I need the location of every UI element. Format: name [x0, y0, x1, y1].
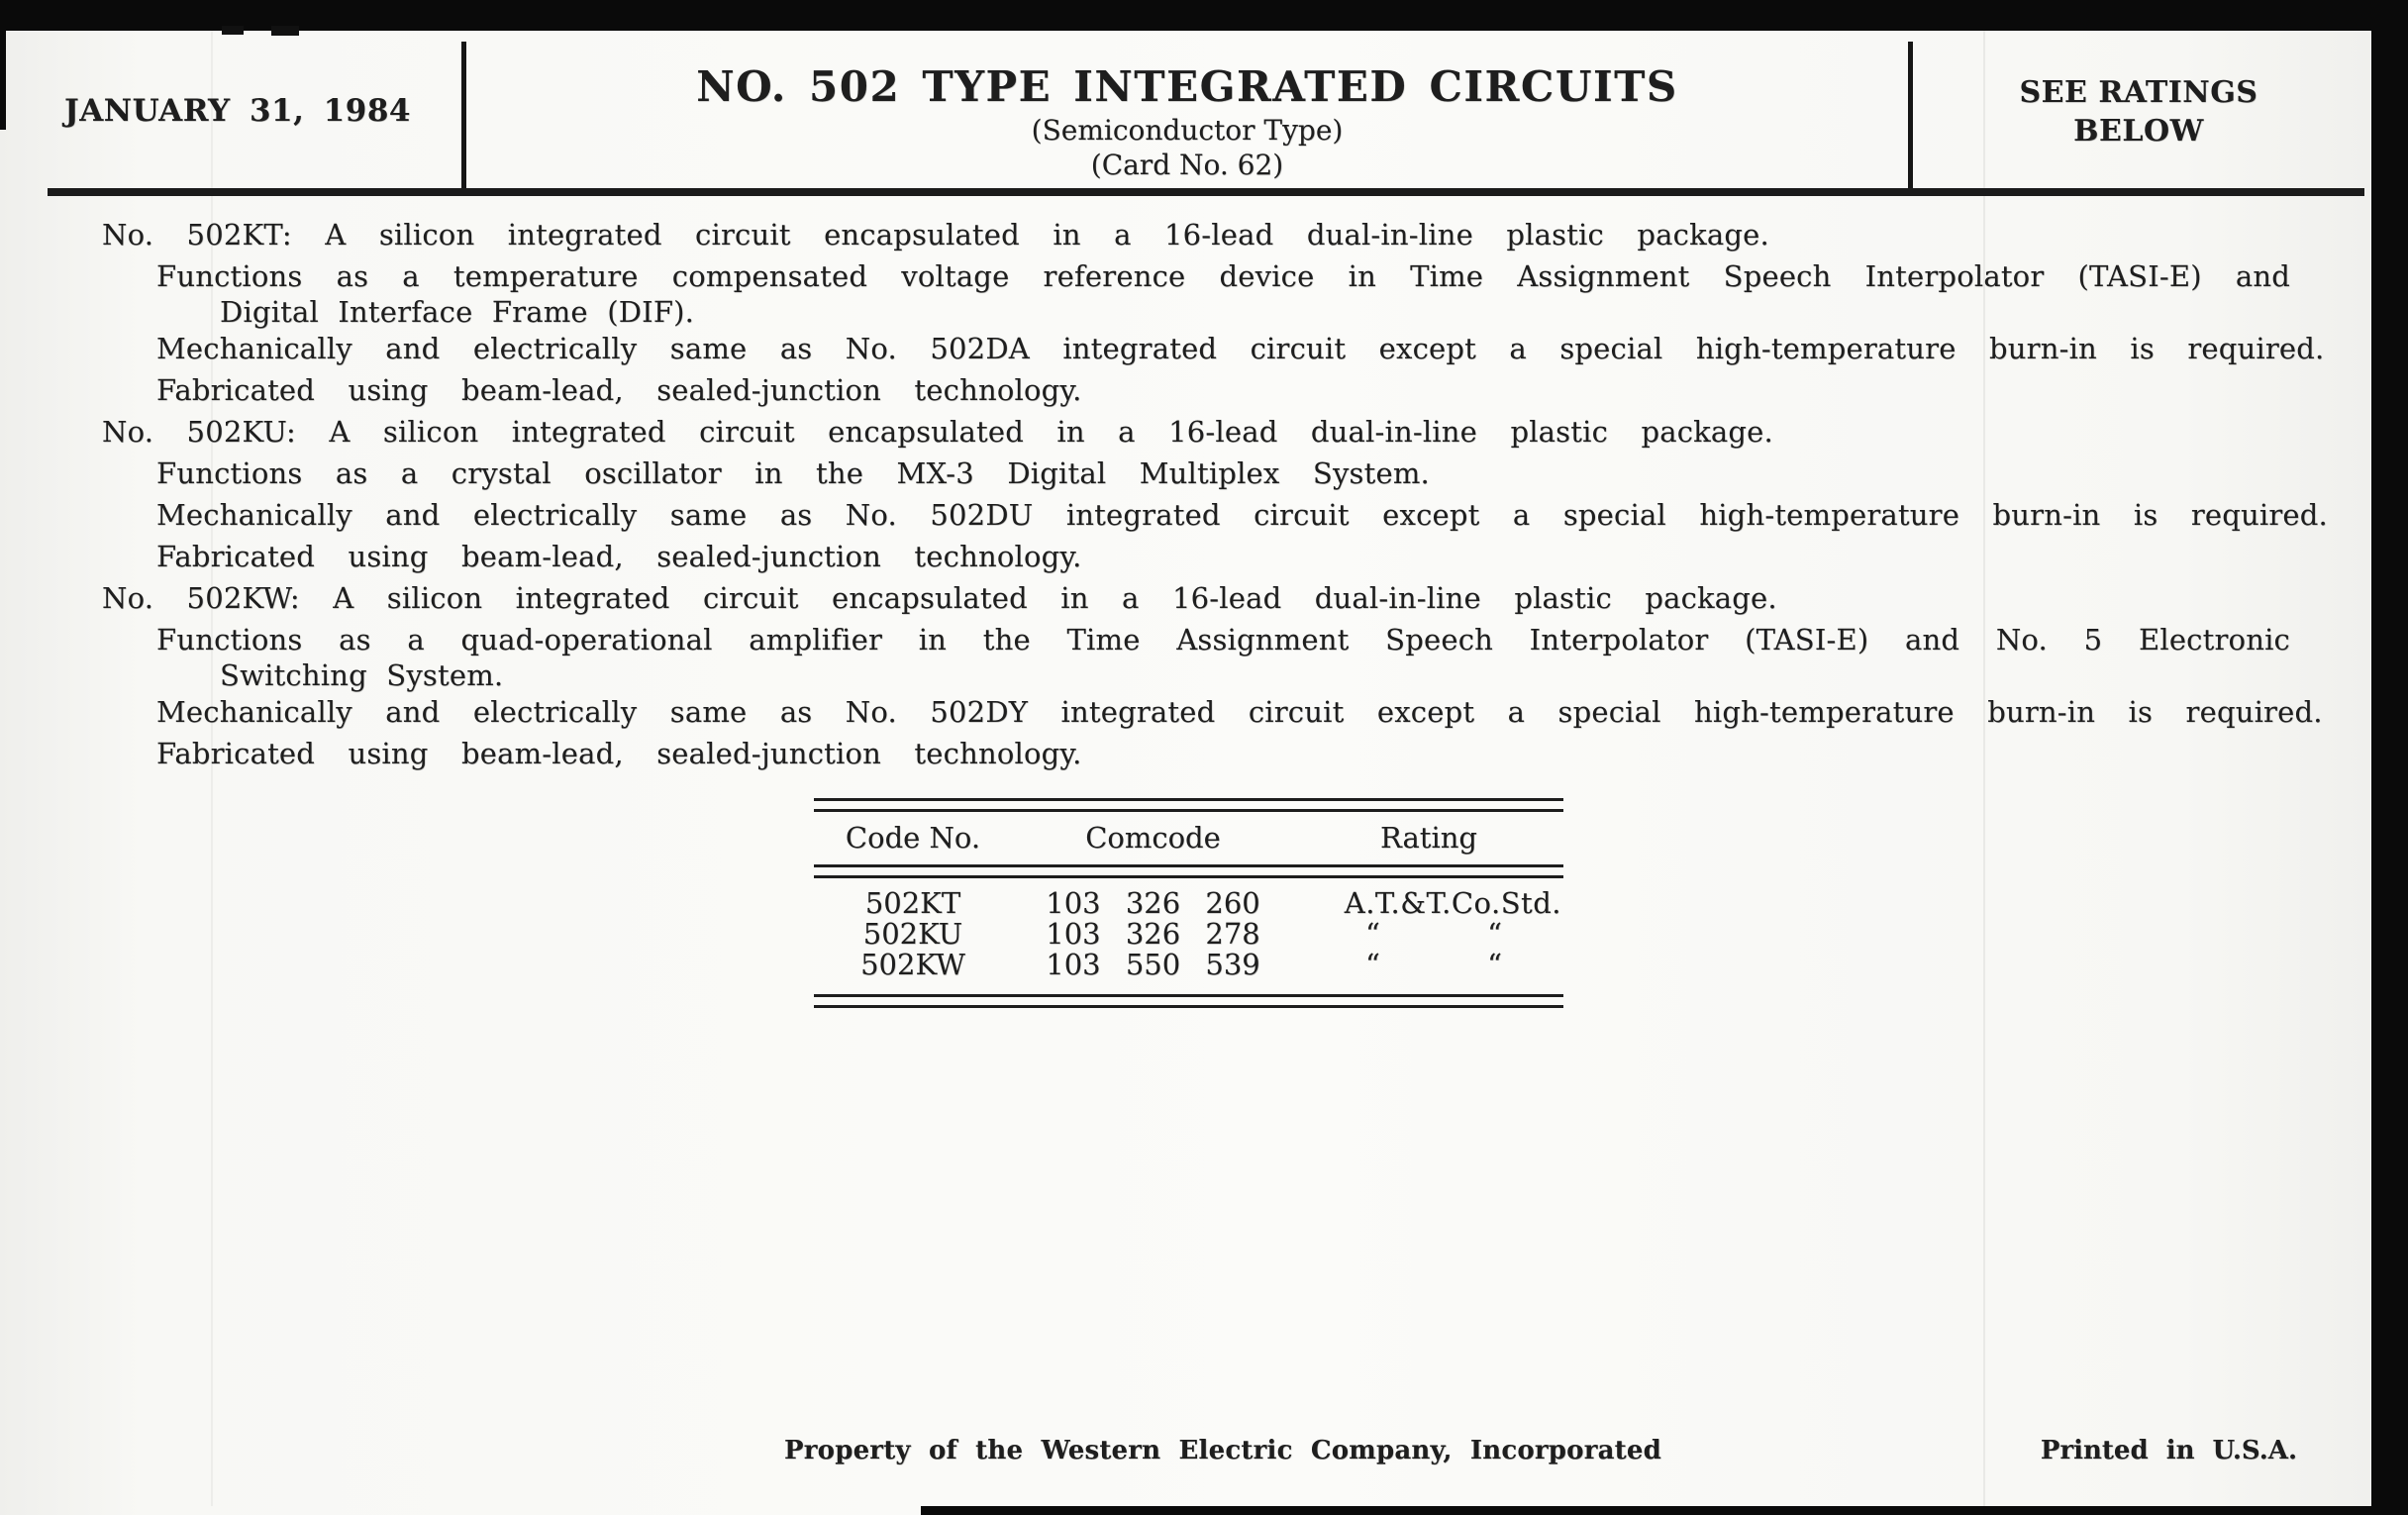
paragraph-502ku-fabricated: Fabricated using beam-lead, sealed-junction technology.: [156, 540, 1082, 573]
paragraph-502ku-intro: No. 502KU: A silicon integrated circuit encapsulated in a 16-lead dual-in-line plastic package.: [102, 415, 1773, 449]
page-subtitle: (Semiconductor Type): [1031, 114, 1344, 147]
header-title-block: [466, 61, 1908, 181]
cell-comcode: 103 326 260: [1046, 886, 1260, 920]
table-row: [814, 919, 1563, 950]
printed-in-usa-note: Printed in U.S.A.: [2040, 1436, 2297, 1465]
ratings-note-line2: BELOW: [2073, 114, 2204, 149]
issue-date: JANUARY 31, 1984: [64, 93, 411, 129]
paragraph-502kw-mechanical: Mechanically and electrically same as No. 502DY integrated circuit except a special high-temperature burn-in is required.: [156, 695, 2323, 729]
table-header-row: [814, 812, 1563, 864]
card-number: (Card No. 62): [1090, 149, 1284, 181]
column-header-code-no: Code No.: [845, 821, 981, 855]
ratings-note: [1913, 73, 2364, 151]
ratings-table: [814, 798, 1563, 1008]
scan-smudge: [271, 26, 299, 36]
cell-rating: A.T.&T.Co.Std.: [1344, 886, 1561, 920]
header-rule: [48, 188, 2364, 196]
cell-code: 502KT: [864, 886, 961, 920]
paragraph-502kw-fabricated: Fabricated using beam-lead, sealed-junction technology.: [156, 737, 1082, 770]
paragraph-502kt-functions-2: Digital Interface Frame (DIF).: [220, 295, 695, 329]
scanner-band-right: [2371, 0, 2408, 1515]
cell-rating-ditto: [1294, 919, 1563, 950]
ratings-note-line1: SEE RATINGS: [2019, 75, 2258, 110]
paragraph-502kw-functions: Functions as a quad-operational amplifier in the Time Assignment Speech Interpolator (TASI-E) and No. 5 Electronic: [156, 623, 2290, 656]
table-rule-top: [814, 798, 1563, 812]
body-text: [102, 214, 2328, 774]
cell-code: 502KW: [860, 948, 965, 981]
scanner-band-bottom: [921, 1506, 2408, 1515]
ditto-mark: “: [1365, 917, 1380, 951]
cell-rating-ditto: [1294, 950, 1563, 980]
cell-comcode: 103 550 539: [1046, 948, 1260, 981]
page-title: NO. 502 TYPE INTEGRATED CIRCUITS: [696, 62, 1678, 111]
ditto-mark: “: [1487, 917, 1502, 951]
table-row: [814, 950, 1563, 980]
cell-code: 502KU: [862, 917, 963, 951]
paragraph-502kt-mechanical: Mechanically and electrically same as No. 502DA integrated circuit except a special high-temperature burn-in is required.: [156, 332, 2325, 365]
paragraph-502kw-intro: No. 502KW: A silicon integrated circuit encapsulated in a 16-lead dual-in-line plastic package.: [102, 581, 1777, 615]
table-rule-bottom: [814, 994, 1563, 1008]
paragraph-502kt-functions: Functions as a temperature compensated voltage reference device in Time Assignment Speech Interpolator (TASI-E) and: [156, 259, 2290, 293]
table-row: [814, 888, 1563, 919]
ditto-mark: “: [1365, 948, 1380, 981]
paragraph-502ku-functions: Functions as a crystal oscillator in the MX-3 Digital Multiplex System.: [156, 456, 1430, 490]
paragraph-502ku-mechanical: Mechanically and electrically same as No. 502DU integrated circuit except a special high-temperature burn-in is required.: [156, 498, 2328, 532]
column-header-comcode: Comcode: [1085, 821, 1221, 855]
paragraph-502kt-fabricated: Fabricated using beam-lead, sealed-junction technology.: [156, 373, 1082, 407]
scan-smudge: [222, 26, 244, 35]
property-notice: Property of the Western Electric Company, Incorporated: [784, 1436, 1661, 1465]
column-header-rating: Rating: [1380, 821, 1477, 855]
table-rule-header: [814, 864, 1563, 878]
paragraph-502kw-functions-2: Switching System.: [220, 658, 504, 692]
paragraph-502kt-intro: No. 502KT: A silicon integrated circuit encapsulated in a 16-lead dual-in-line plastic package.: [102, 218, 1769, 252]
table-body: [814, 878, 1563, 994]
scanner-band-top: [0, 0, 2408, 31]
cell-comcode: 103 326 278: [1046, 917, 1260, 951]
ditto-mark: “: [1487, 948, 1502, 981]
scanner-band-left-sliver: [0, 31, 6, 130]
